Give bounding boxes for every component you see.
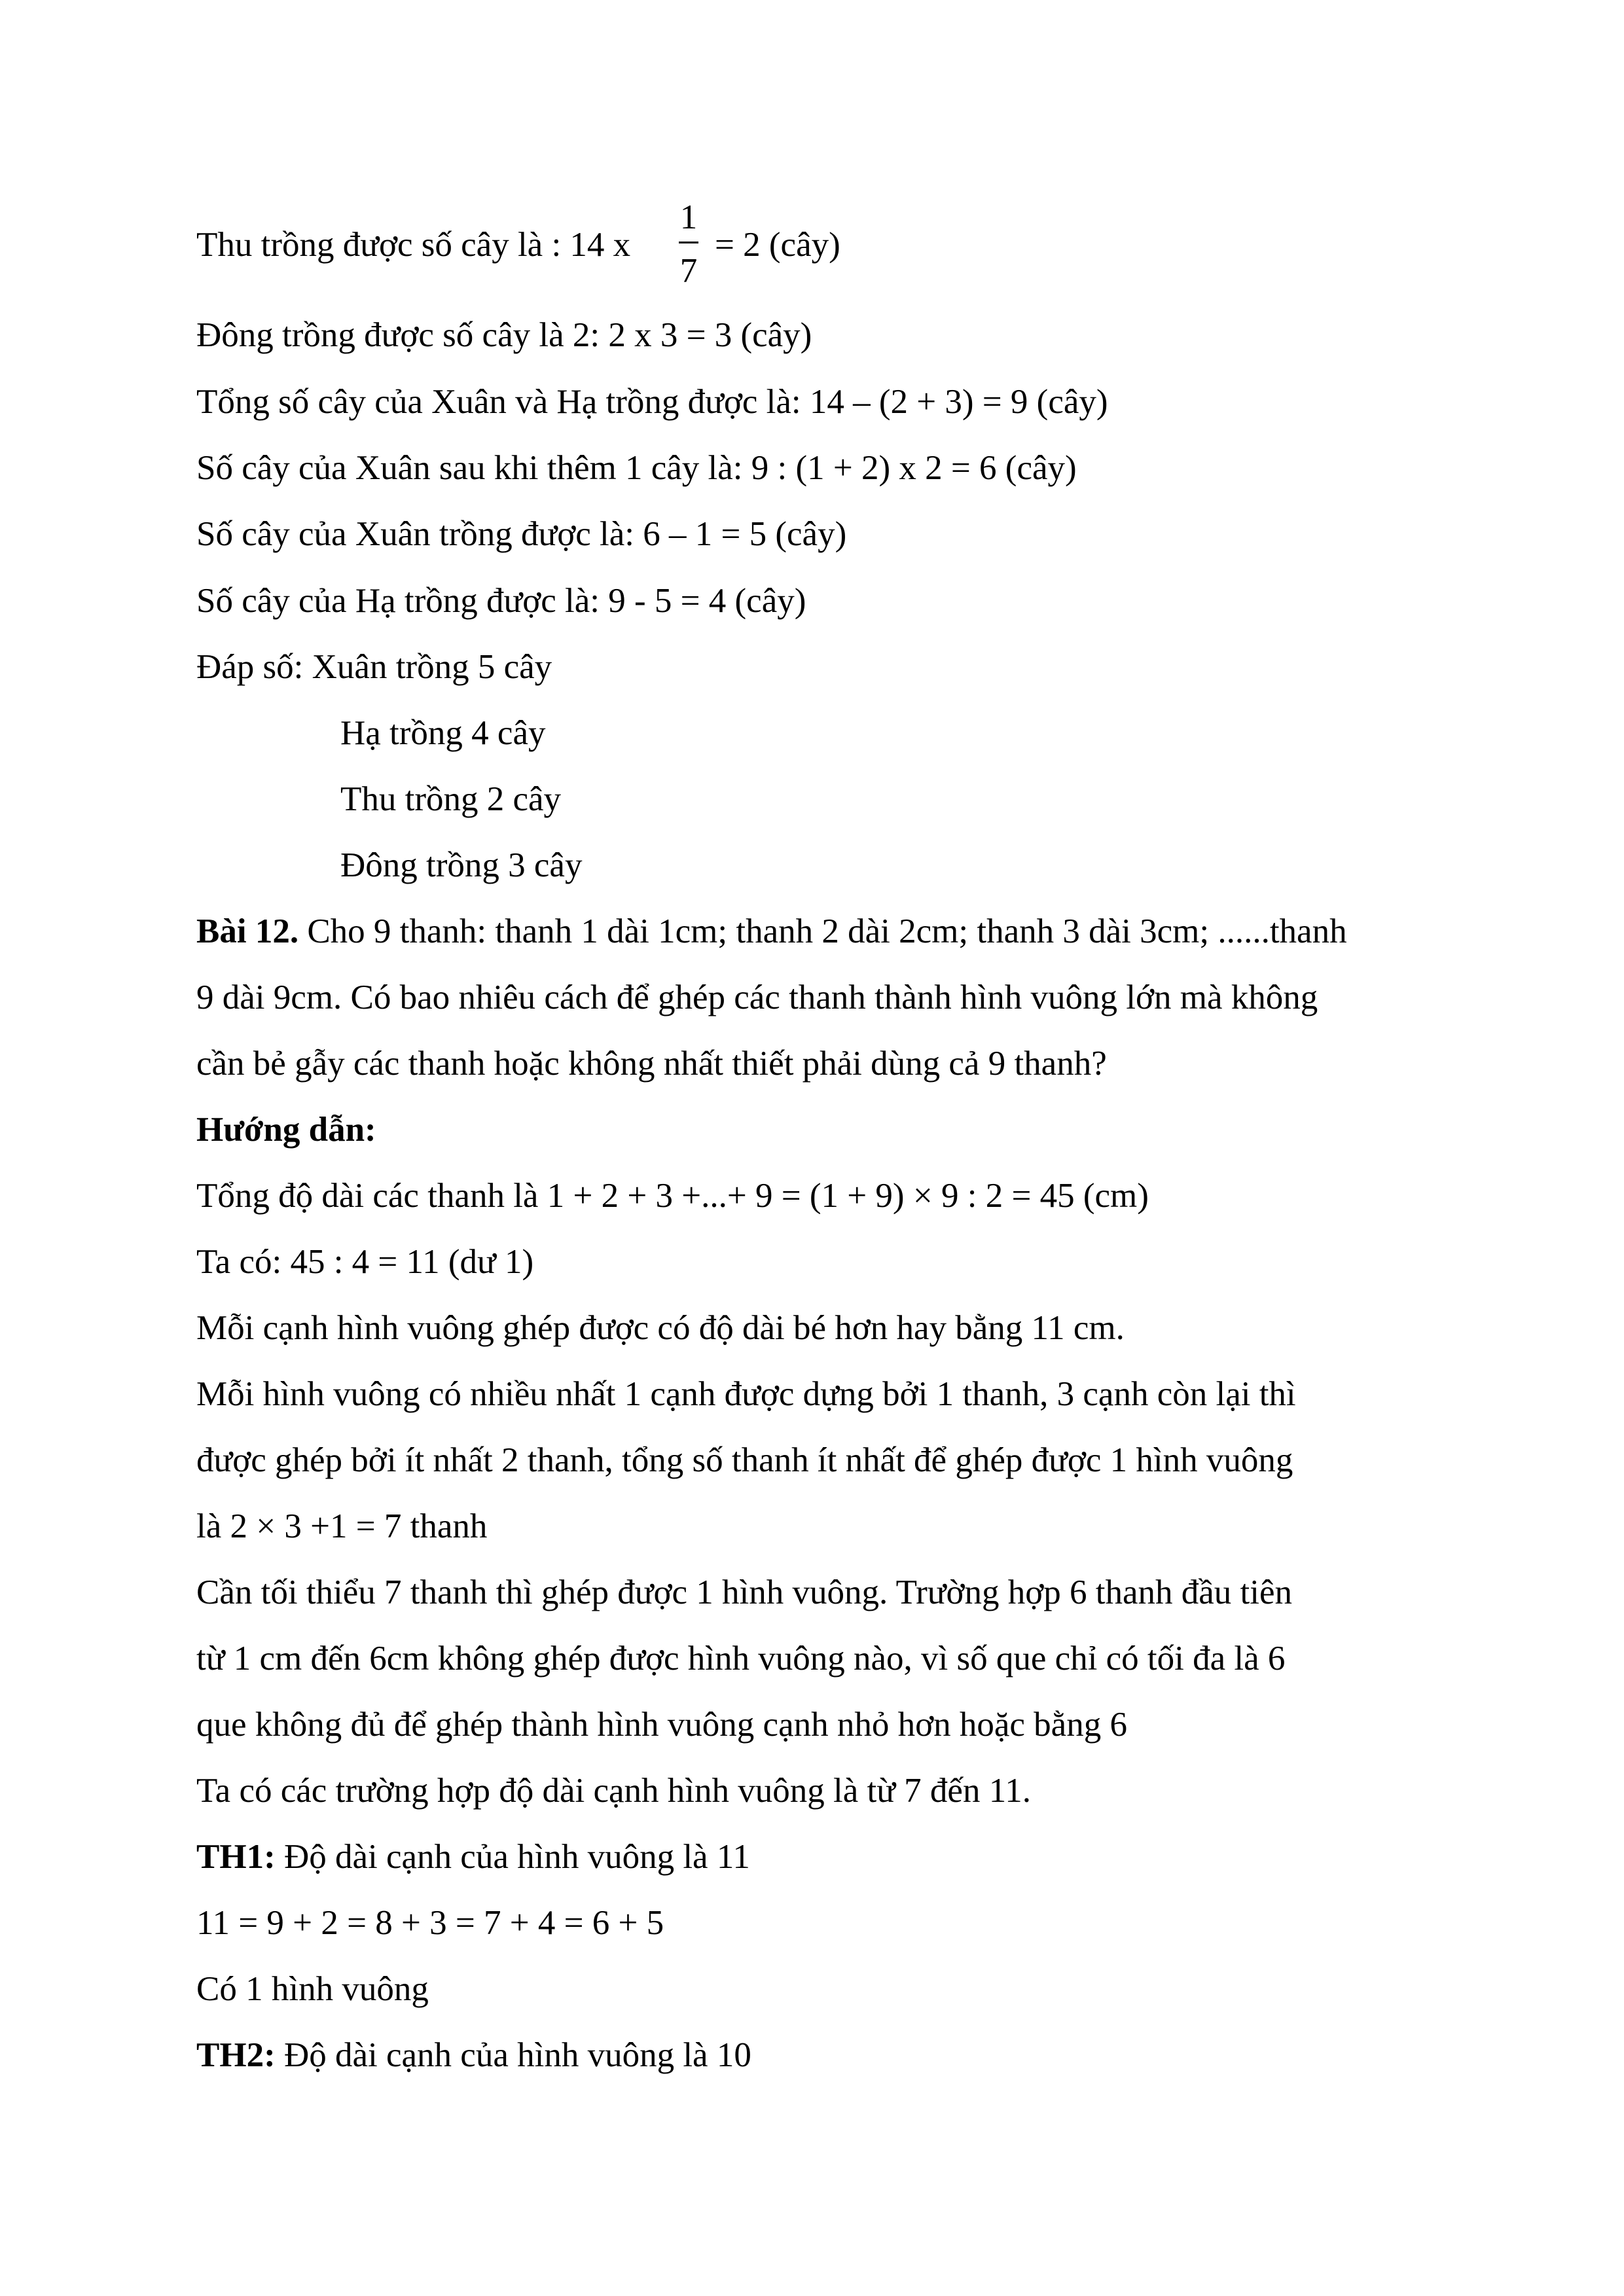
guide-label: Hướng dẫn: — [196, 1111, 376, 1149]
line-text: từ 1 cm đến 6cm không ghép được hình vuông nào, vì số que chỉ có tối đa là 6 — [196, 1640, 1286, 1677]
guide-line-minimum-3 — [196, 1705, 1127, 1744]
solution-line-xuan-ha-total — [196, 382, 1108, 422]
problem-12-line-1 — [196, 912, 1347, 951]
line-text: Đông trồng được số cây là 2: 2 x 3 = 3 (cây) — [196, 316, 812, 354]
line-text: Đông trồng 3 cây — [340, 846, 583, 884]
case-label: TH1: — [196, 1838, 276, 1876]
guide-line-square-2 — [196, 1441, 1293, 1480]
line-text: Mỗi cạnh hình vuông ghép được có độ dài bé hơn hay bằng 11 cm. — [196, 1309, 1125, 1347]
guide-line-max-side — [196, 1308, 1125, 1348]
guide-line-square-1 — [196, 1374, 1296, 1414]
answer-heading — [196, 647, 552, 687]
guide-line-minimum-2 — [196, 1639, 1285, 1678]
guide-line-total-length — [196, 1176, 1149, 1215]
guide-line-cases — [196, 1771, 1031, 1810]
answer-ha — [340, 713, 545, 753]
line-text: Cho 9 thanh: thanh 1 dài 1cm; thanh 2 dài 2cm; thanh 3 dài 3cm; ......thanh — [298, 912, 1347, 950]
problem-12-line-2 — [196, 978, 1318, 1017]
line-text: Ta có các trường hợp độ dài cạnh hình vuông là từ 7 đến 11. — [196, 1772, 1031, 1810]
line-text: Thu trồng được số cây là : 14 x — [196, 226, 631, 264]
line-text: cần bẻ gẫy các thanh hoặc không nhất thiết phải dùng cả 9 thanh? — [196, 1045, 1107, 1083]
line-text: 9 dài 9cm. Có bao nhiêu cách để ghép các thanh thành hình vuông lớn mà không — [196, 978, 1318, 1016]
case-1-result — [196, 1969, 429, 2009]
answer-thu — [340, 780, 561, 819]
guide-line-square-3 — [196, 1507, 487, 1546]
case-1-equation — [196, 1903, 664, 1943]
line-text: Hạ trồng 4 cây — [340, 714, 546, 752]
line-text: được ghép bởi ít nhất 2 thanh, tổng số thanh ít nhất để ghép được 1 hình vuông — [196, 1441, 1293, 1479]
line-text: Cần tối thiểu 7 thanh thì ghép được 1 hình vuông. Trường hợp 6 thanh đầu tiên — [196, 1573, 1293, 1611]
line-text: Có 1 hình vuông — [196, 1970, 429, 2008]
solution-line-ha — [196, 581, 806, 620]
line-text: que không đủ để ghép thành hình vuông cạnh nhỏ hơn hoặc bằng 6 — [196, 1706, 1127, 1744]
line-text: Thu trồng 2 cây — [340, 780, 562, 818]
solution-line-xuan-plus-one — [196, 448, 1077, 488]
line-text: là 2 × 3 +1 = 7 thanh — [196, 1507, 488, 1545]
solution-line-dong — [196, 315, 812, 355]
fraction-numerator: 1 — [679, 198, 698, 236]
problem-12-line-3 — [196, 1044, 1107, 1083]
line-text: Số cây của Xuân trồng được là: 6 – 1 = 5 (cây) — [196, 515, 847, 553]
guide-heading — [196, 1110, 376, 1149]
line-text: Độ dài cạnh của hình vuông là 11 — [275, 1838, 750, 1876]
problem-label: Bài 12. — [196, 912, 299, 950]
line-text: Ta có: 45 : 4 = 11 (dư 1) — [196, 1243, 534, 1281]
line-text: = 2 (cây) — [715, 226, 840, 264]
line-text: Độ dài cạnh của hình vuông là 10 — [275, 2036, 751, 2074]
solution-line-xuan — [196, 514, 846, 554]
solution-line-thu-result — [715, 225, 840, 264]
fraction-denominator: 7 — [679, 252, 698, 290]
line-text: Số cây của Xuân sau khi thêm 1 cây là: 9 : (1 + 2) x 2 = 6 (cây) — [196, 449, 1077, 487]
line-text: Số cây của Hạ trồng được là: 9 - 5 = 4 (cây) — [196, 582, 806, 620]
guide-line-minimum-1 — [196, 1573, 1292, 1612]
line-text: 11 = 9 + 2 = 8 + 3 = 7 + 4 = 6 + 5 — [196, 1904, 664, 1942]
case-2-heading — [196, 2036, 751, 2075]
answer-dong — [340, 846, 582, 885]
case-label: TH2: — [196, 2036, 276, 2074]
solution-line-thu — [196, 225, 630, 264]
fraction-bar — [679, 242, 698, 243]
case-1-heading — [196, 1837, 750, 1876]
line-text: Tổng số cây của Xuân và Hạ trồng được là: 14 – (2 + 3) = 9 (cây) — [196, 383, 1108, 421]
line-text: Mỗi hình vuông có nhiều nhất 1 cạnh được dựng bởi 1 thanh, 3 cạnh còn lại thì — [196, 1375, 1296, 1413]
line-text: Đáp số: Xuân trồng 5 cây — [196, 648, 552, 686]
guide-line-division — [196, 1242, 533, 1282]
line-text: Tổng độ dài các thanh là 1 + 2 + 3 +...+ 9 = (1 + 9) × 9 : 2 = 45 (cm) — [196, 1177, 1149, 1215]
